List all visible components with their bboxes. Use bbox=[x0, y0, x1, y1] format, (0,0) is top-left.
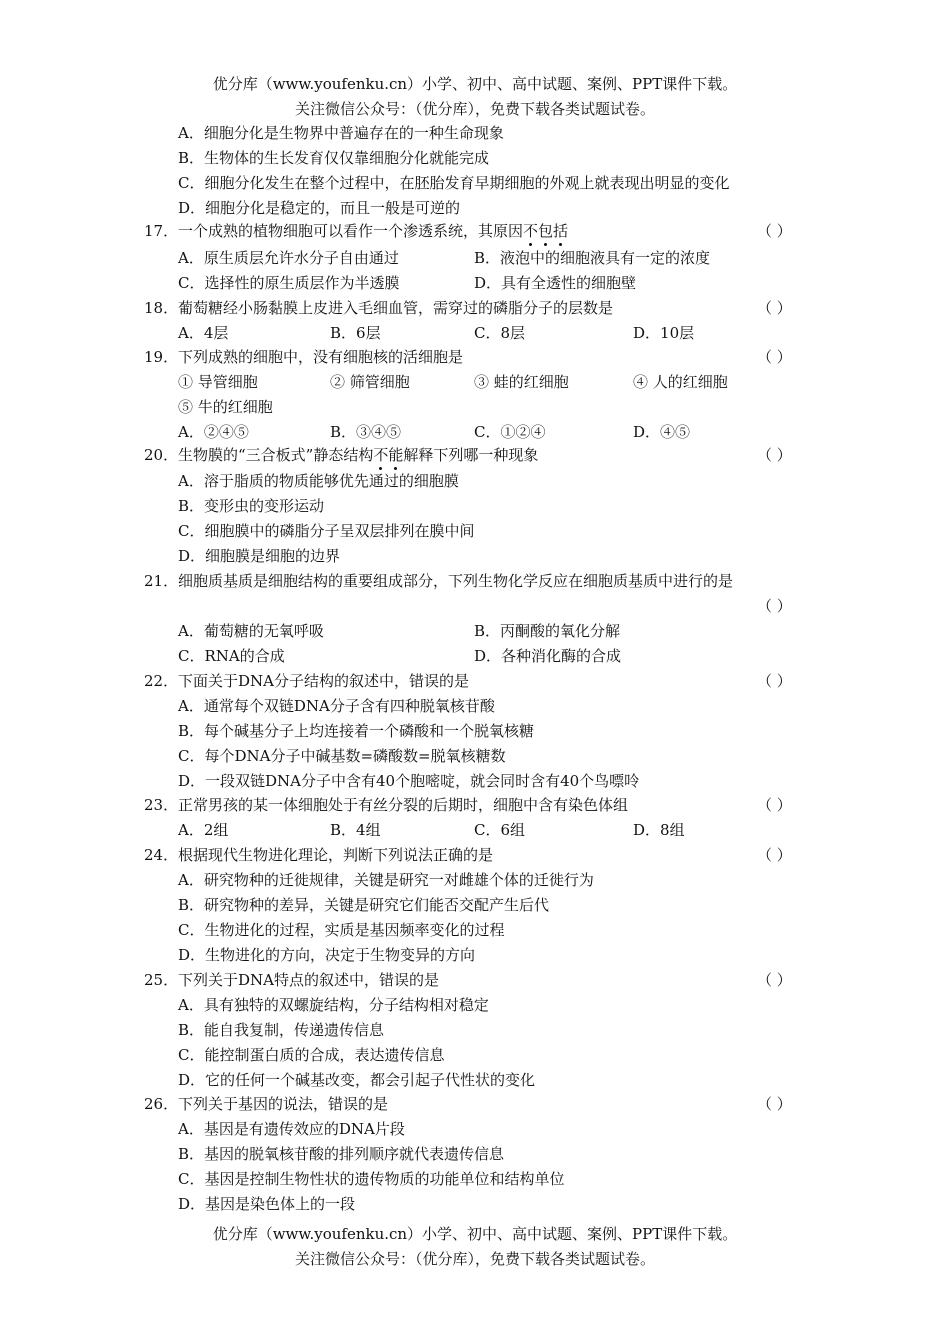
q25-option-a: A．具有独特的双螺旋结构，分子结构相对稳定 bbox=[178, 996, 489, 1014]
answer-paren: （ ） bbox=[757, 222, 792, 240]
q26-option-d: D．基因是染色体上的一段 bbox=[178, 1195, 356, 1213]
q22-option-b: B．每个碱基分子上均连接着一个磷酸和一个脱氧核糖 bbox=[178, 722, 535, 740]
question-stem: 葡萄糖经小肠黏膜上皮进入毛细血管，需穿过的磷脂分子的层数是 bbox=[178, 299, 614, 317]
q16-option-d: D．细胞分化是稳定的，而且一般是可逆的 bbox=[178, 199, 461, 217]
q26-option-c: C．基因是控制生物性状的遗传物质的功能单位和结构单位 bbox=[178, 1170, 565, 1188]
question-25 bbox=[144, 968, 804, 992]
answer-paren: （ ） bbox=[757, 1095, 792, 1113]
question-stem: 下列关于DNA特点的叙述中，错误的是 bbox=[178, 971, 439, 989]
question-number: 21． bbox=[144, 572, 179, 590]
question-19 bbox=[144, 345, 804, 369]
q19-option-d: D．④⑤ bbox=[633, 423, 691, 441]
q19-item-2: ② 筛管细胞 bbox=[330, 373, 410, 391]
question-17 bbox=[144, 219, 804, 243]
question-stem: 下面关于DNA分子结构的叙述中，错误的是 bbox=[178, 672, 469, 690]
question-20 bbox=[144, 443, 804, 467]
q18-option-d: D．10层 bbox=[633, 324, 695, 342]
q18-option-a: A．4层 bbox=[178, 324, 229, 342]
q23-option-a: A．2组 bbox=[178, 821, 229, 839]
question-stem: 正常男孩的某一体细胞处于有丝分裂的后期时，细胞中含有染色体组 bbox=[178, 796, 629, 814]
emphasis-char: 包 bbox=[538, 219, 553, 243]
q25-option-d: D．它的任何一个碱基改变，都会引起子代性状的变化 bbox=[178, 1071, 536, 1089]
q19-item-4: ④ 人的红细胞 bbox=[633, 373, 728, 391]
question-stem: 下列关于基因的说法，错误的是 bbox=[178, 1095, 389, 1113]
answer-paren: （ ） bbox=[757, 348, 792, 366]
question-18 bbox=[144, 296, 804, 320]
answer-paren: （ ） bbox=[757, 446, 792, 464]
question-number: 26． bbox=[144, 1095, 179, 1113]
q18-option-b: B．6层 bbox=[330, 324, 381, 342]
question-24 bbox=[144, 843, 804, 867]
q24-option-a: A．研究物种的迁徙规律，关键是研究一对雌雄个体的迁徙行为 bbox=[178, 871, 594, 889]
question-stem: 根据现代生物进化理论，判断下列说法正确的是 bbox=[178, 846, 494, 864]
answer-paren: （ ） bbox=[757, 672, 792, 690]
question-number: 24． bbox=[144, 846, 179, 864]
q19-item-1: ① 导管细胞 bbox=[178, 373, 258, 391]
emphasis-char: 不 bbox=[373, 443, 388, 467]
answer-paren: （ ） bbox=[757, 796, 792, 814]
q17-option-a: A．原生质层允许水分子自由通过 bbox=[178, 249, 399, 267]
question-number: 23． bbox=[144, 796, 179, 814]
header-line-1: 优分库（www.youfenku.cn）小学、初中、高中试题、案例、PPT课件下载。 bbox=[212, 75, 738, 93]
answer-paren: （ ） bbox=[757, 597, 792, 615]
q21-option-b: B．丙酮酸的氧化分解 bbox=[474, 622, 621, 640]
q16-option-c: C．细胞分化发生在整个过程中，在胚胎发育早期细胞的外观上就表现出明显的变化 bbox=[178, 174, 730, 192]
question-21-paren-line bbox=[144, 594, 804, 618]
emphasis-char: 括 bbox=[553, 219, 568, 243]
header-line-2: 关注微信公众号：（优分库），免费下载各类试题试卷。 bbox=[294, 100, 655, 118]
q20-option-d: D．细胞膜是细胞的边界 bbox=[178, 547, 341, 565]
emphasis-char: 不 bbox=[523, 219, 538, 243]
q21-option-c: C．RNA的合成 bbox=[178, 647, 285, 665]
q20-option-a: A．溶于脂质的物质能够优先通过的细胞膜 bbox=[178, 472, 459, 490]
q19-option-b: B．③④⑤ bbox=[330, 423, 402, 441]
emphasis-char: 能 bbox=[388, 443, 403, 467]
q19-item-3: ③ 蛙的红细胞 bbox=[474, 373, 569, 391]
stem-text: 一个成熟的植物细胞可以看作一个渗透系统，其原因 bbox=[178, 222, 524, 240]
q24-option-b: B．研究物种的差异，关键是研究它们能否交配产生后代 bbox=[178, 896, 550, 914]
q17-option-d: D．具有全透性的细胞壁 bbox=[474, 274, 637, 292]
question-stem bbox=[178, 443, 538, 467]
footer-line-2: 关注微信公众号：（优分库），免费下载各类试题试卷。 bbox=[294, 1250, 655, 1268]
answer-paren: （ ） bbox=[757, 971, 792, 989]
q23-option-d: D．8组 bbox=[633, 821, 685, 839]
answer-paren: （ ） bbox=[757, 846, 792, 864]
q22-option-a: A．通常每个双链DNA分子含有四种脱氧核苷酸 bbox=[178, 697, 495, 715]
q24-option-d: D．生物进化的方向，决定于生物变异的方向 bbox=[178, 946, 476, 964]
q25-option-c: C．能控制蛋白质的合成，表达遗传信息 bbox=[178, 1046, 445, 1064]
answer-paren: （ ） bbox=[757, 299, 792, 317]
question-number: 19． bbox=[144, 348, 179, 366]
question-stem bbox=[178, 219, 568, 243]
question-number: 22． bbox=[144, 672, 179, 690]
footer-line-1: 优分库（www.youfenku.cn）小学、初中、高中试题、案例、PPT课件下载。 bbox=[212, 1225, 738, 1243]
q18-option-c: C．8层 bbox=[474, 324, 526, 342]
q17-option-c: C．选择性的原生质层作为半透膜 bbox=[178, 274, 400, 292]
stem-text: 解释下列哪一种现象 bbox=[403, 446, 539, 464]
question-stem: 细胞质基质是细胞结构的重要组成部分，下列生物化学反应在细胞质基质中进行的是 bbox=[178, 572, 734, 590]
q21-option-d: D．各种消化酶的合成 bbox=[474, 647, 622, 665]
q16-option-a: A．细胞分化是生物界中普遍存在的一种生命现象 bbox=[178, 124, 504, 142]
q26-option-a: A．基因是有遗传效应的DNA片段 bbox=[178, 1120, 405, 1138]
question-number: 25． bbox=[144, 971, 179, 989]
q19-option-a: A．②④⑤ bbox=[178, 423, 249, 441]
question-stem: 下列成熟的细胞中，没有细胞核的活细胞是 bbox=[178, 348, 464, 366]
q19-option-c: C．①②④ bbox=[474, 423, 546, 441]
question-number: 20． bbox=[144, 446, 179, 464]
stem-text: 生物膜的“三合板式”静态结构 bbox=[178, 446, 374, 464]
q19-item-5: ⑤ 牛的红细胞 bbox=[178, 398, 273, 416]
question-number: 18． bbox=[144, 299, 179, 317]
q26-option-b: B．基因的脱氧核苷酸的排列顺序就代表遗传信息 bbox=[178, 1145, 505, 1163]
q24-option-c: C．生物进化的过程，实质是基因频率变化的过程 bbox=[178, 921, 505, 939]
q20-option-c: C．细胞膜中的磷脂分子呈双层排列在膜中间 bbox=[178, 522, 475, 540]
q25-option-b: B．能自我复制，传递遗传信息 bbox=[178, 1021, 385, 1039]
q21-option-a: A．葡萄糖的无氧呼吸 bbox=[178, 622, 324, 640]
question-22 bbox=[144, 669, 804, 693]
q16-option-b: B．生物体的生长发育仅仅靠细胞分化就能完成 bbox=[178, 149, 490, 167]
q17-option-b: B．液泡中的细胞液具有一定的浓度 bbox=[474, 249, 711, 267]
q23-option-c: C．6组 bbox=[474, 821, 526, 839]
question-number: 17． bbox=[144, 222, 179, 240]
question-26 bbox=[144, 1092, 804, 1116]
question-21 bbox=[144, 569, 804, 593]
q20-option-b: B．变形虫的变形运动 bbox=[178, 497, 325, 515]
question-23 bbox=[144, 793, 804, 817]
q22-option-c: C．每个DNA分子中碱基数=磷酸数=脱氧核糖数 bbox=[178, 747, 506, 765]
q23-option-b: B．4组 bbox=[330, 821, 381, 839]
q22-option-d: D．一段双链DNA分子中含有40个胞嘧啶，就会同时含有40个鸟嘌呤 bbox=[178, 772, 640, 790]
